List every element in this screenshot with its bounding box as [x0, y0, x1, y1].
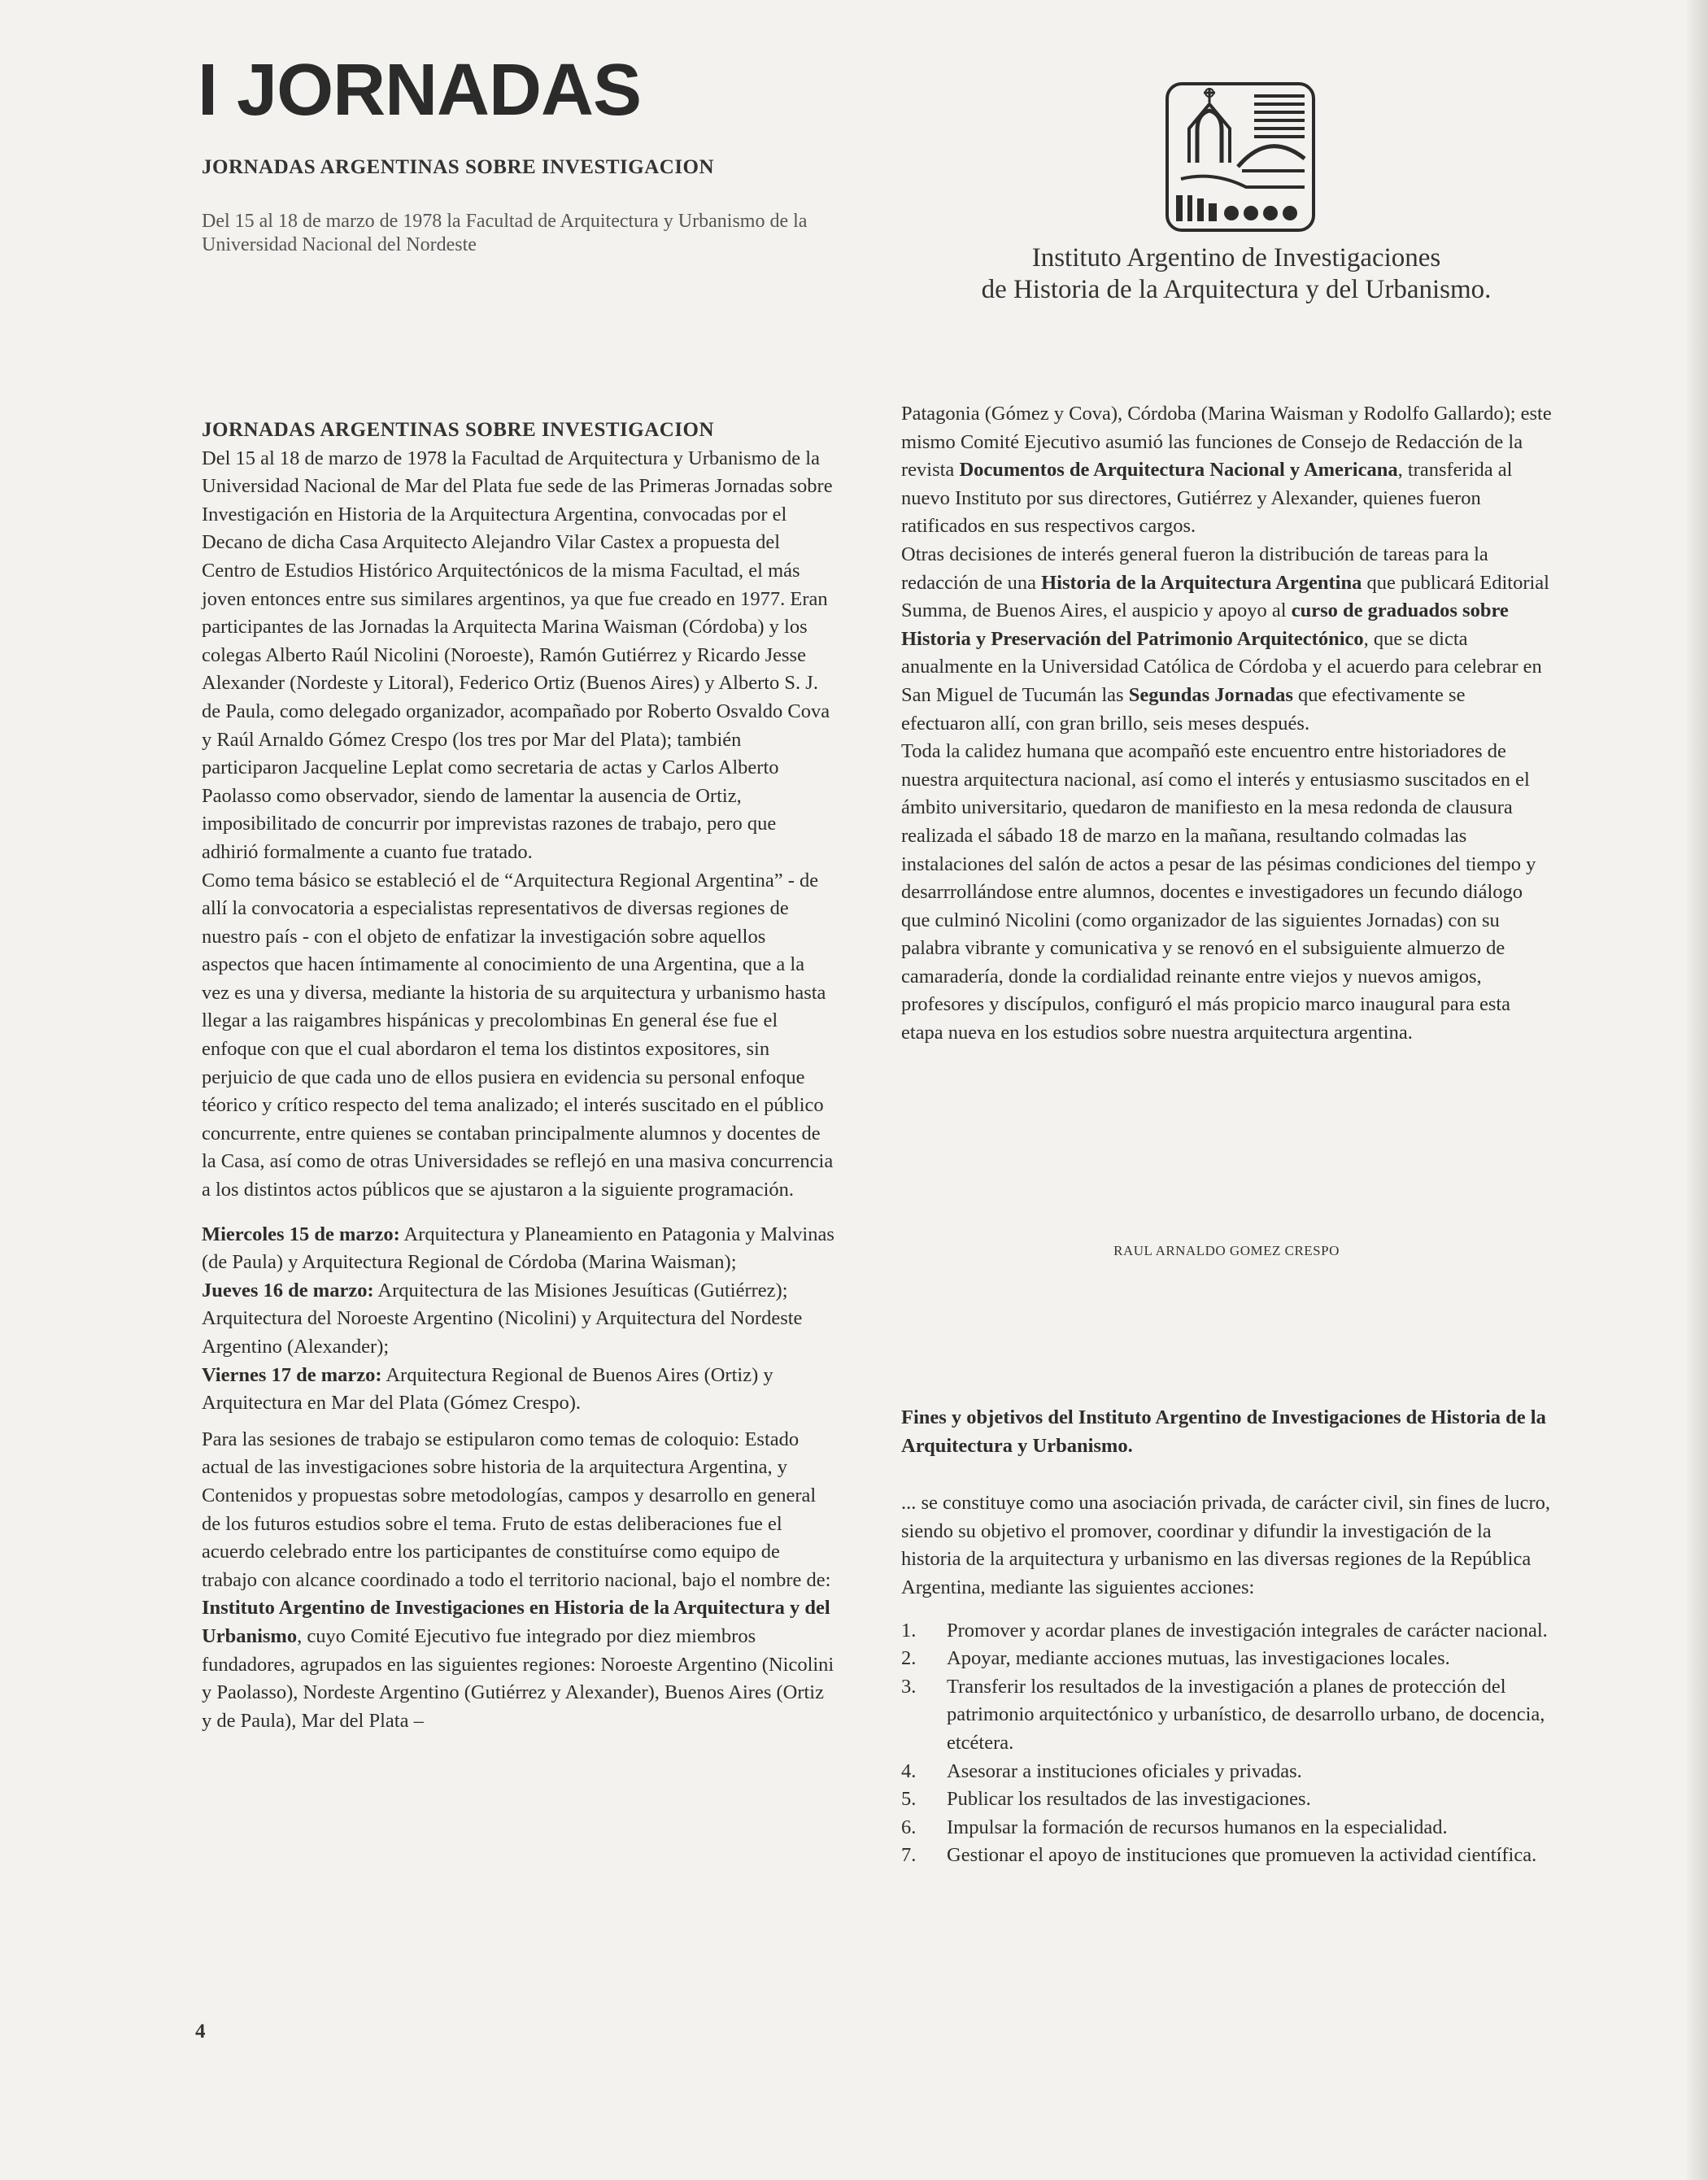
fines-section	[901, 1404, 1552, 1870]
schedule-day: Viernes 17 de marzo:	[202, 1363, 382, 1386]
paragraph-text: que publicará Editorial Summa, de Buenos Aires, el auspicio y apoyo al	[901, 571, 1549, 622]
paragraph-text: Para las sesiones de trabajo se estipularon como temas de coloquio: Estado actual de las investigaciones sobre historia de la arquitectura Argentina, y Contenidos y propuestas sobre metodologías, campos y desarrollo en general de los futuros estudios sobre el tema. Fruto de estas deliberaciones fue el acuerdo celebrado entre los participantes de constituírse como equipo de trabajo con alcance coordinado a todo el territorio nacional, bajo el nombre de:	[202, 1428, 831, 1591]
intro-text: Del 15 al 18 de marzo de 1978 la Facultad de Arquitectura y Urbanismo de la Universidad Nacional del Nordeste	[202, 211, 808, 255]
list-text: Impulsar la formación de recursos humanos en la especialidad.	[947, 1816, 1448, 1838]
objectives-list	[901, 1617, 1552, 1870]
paragraph-text: , cuyo Comité Ejecutivo fue integrado por diez miembros fundadores, agrupados en las siguientes regiones: Noroeste Argentino (Nicolini y Paolasso), Nordeste Argentino (Gutiérrez y Alexander), Buenos Aires (Ortiz y de Paula), Mar del Plata –	[202, 1624, 834, 1732]
list-number: 3.	[901, 1675, 917, 1698]
course-title: curso de graduados sobre Historia y Preservación del Patrimonio Arquitectónico	[901, 600, 1509, 650]
paragraph-text: que efectivamente se efectuaron allí, con gran brillo, seis meses después.	[901, 683, 1466, 735]
schedule-item	[202, 1277, 836, 1362]
schedule-text: Arquitectura de las Misiones Jesuíticas (Gutiérrez); Arquitectura del Noroeste Argentino (Nicolini) y Arquitectura del Nordeste Argentino (Alexander);	[202, 1279, 803, 1358]
list-number: 6.	[901, 1816, 917, 1838]
list-item	[901, 1814, 1552, 1842]
list-item	[901, 1645, 1552, 1673]
list-text: Publicar los resultados de las investigaciones.	[947, 1788, 1311, 1811]
paragraph-text: , transferida al nuevo Instituto por sus directores, Gutiérrez y Alexander, quienes fueron ratificados en sus respectivos cargos.	[901, 459, 1513, 538]
schedule-text: Arquitectura y Planeamiento en Patagonia y Malvinas (de Paula) y Arquitectura Regional de Córdoba (Marina Waisman);	[202, 1223, 834, 1274]
list-text: Promover y acordar planes de investigación integrales de carácter nacional.	[947, 1619, 1548, 1642]
paragraph-text: , que se dicta anualmente en la Universidad Católica de Córdoba y el acuerdo para celebrar en San Miguel de Tucumán las	[901, 627, 1542, 706]
page-title: I JORNADAS	[198, 50, 642, 131]
schedule-day: Miercoles 15 de marzo:	[202, 1223, 400, 1245]
list-item	[901, 1785, 1552, 1814]
list-item	[901, 1673, 1552, 1758]
list-number: 5.	[901, 1788, 917, 1811]
institute-name	[927, 242, 1545, 306]
book-title: Historia de la Arquitectura Argentina	[1041, 571, 1362, 594]
page-number: 4	[195, 2021, 206, 2043]
list-text: Gestionar el apoyo de instituciones que promueven la actividad científica.	[947, 1844, 1537, 1867]
event-title: Segundas Jornadas	[1128, 683, 1293, 706]
page-edge-shadow	[1687, 0, 1708, 2180]
paragraph-text: Patagonia (Gómez y Cova), Córdoba (Marina Waisman y Rodolfo Gallardo); este mismo Comité Ejecutivo asumió las funciones de Consejo de Redacción de la revista	[901, 403, 1552, 482]
schedule	[202, 1221, 836, 1418]
article-paragraph	[901, 541, 1552, 738]
list-number: 2.	[901, 1647, 917, 1670]
article-paragraph: Toda la calidez humana que acompañó este encuentro entre historiadores de nuestra arquitectura nacional, así como el interés y entusiasmo suscitados en el ámbito universitario, quedaron de manifiesto en la mesa redonda de clausura realizada el sábado 18 de marzo en la mañana, resultando colmadas las instalaciones del salón de actos a pesar de las pésimas condiciones del tiempo y desarrrollándose entre alumnos, docentes e investigadores un fecundo diálogo que culminó Nicolini (como organizador de las siguientes Jornadas) con su palabra vibrante y comunicativa y se renovó en el subsiguiente almuerzo de camaradería, donde la cordialidad reinante entre viejos y nuevos amigos, profesores y discípulos, configuró el más propicio marco inaugural para esta etapa nueva en los estudios sobre nuestra arquitectura argentina.	[901, 740, 1536, 1044]
list-text: Asesorar a instituciones oficiales y privadas.	[947, 1759, 1302, 1782]
institute-name-line2: de Historia de la Arquitectura y del Urbanismo.	[981, 275, 1492, 304]
fines-intro: ... se constituye como una asociación privada, de carácter civil, sin fines de lucro, siendo su objetivo el promover, coordinar y difundir la investigación de la historia de la arquitectura y urbanismo en las diversas regiones de la República Argentina, mediante las siguientes acciones:	[901, 1492, 1550, 1598]
institute-name-emphasis: Instituto Argentino de Investigaciones en Historia de la Arquitectura y del Urbanismo	[202, 1597, 830, 1647]
list-text: Apoyar, mediante acciones mutuas, las investigaciones locales.	[947, 1647, 1450, 1670]
schedule-text: Arquitectura Regional de Buenos Aires (Ortiz) y Arquitectura en Mar del Plata (Gómez Crespo).	[202, 1363, 773, 1415]
journal-title: Documentos de Arquitectura Nacional y Americana	[959, 459, 1398, 482]
article-paragraph: Como tema básico se estableció el de “Arquitectura Regional Argentina” - de allí la convocatoria a especialistas representativos de diversas regiones de nuestro país - con el objeto de enfatizar la investigación sobre aquellos aspectos que hacen íntimamente al conocimiento de una Argentina, que a la vez es una y diversa, mediante la historia de su arquitectura y urbanismo hasta llegar a las raigambres hispánicas y precolombinas En general ése fue el enfoque con que el cual abordaron el tema los distintos expositores, sin perjuicio de que cada uno de ellos pusiera en evidencia su personal enfoque téorico y crítico respecto del tema analizado; el interés suscitado en el público concurrente, entre quienes se contaban principalmente alumnos y docentes de la Casa, así como de otras Universidades se reflejó en una masiva concurrencia a los distintos actos públicos que se ajustaron a la siguiente programación.	[202, 869, 834, 1201]
list-item	[901, 1758, 1552, 1786]
institute-logo	[1165, 81, 1316, 233]
article-left-column	[202, 416, 836, 1735]
list-number: 1.	[901, 1619, 917, 1642]
list-number: 7.	[901, 1844, 917, 1867]
article-heading: JORNADAS ARGENTINAS SOBRE INVESTIGACION	[202, 419, 715, 441]
sessions-paragraph	[202, 1426, 836, 1736]
intro-subtitle: JORNADAS ARGENTINAS SOBRE INVESTIGACION	[202, 156, 715, 178]
schedule-day: Jueves 16 de marzo:	[202, 1279, 374, 1301]
institute-name-line1: Instituto Argentino de Investigaciones	[1031, 243, 1441, 272]
list-item	[901, 1617, 1552, 1646]
paragraph-text: Otras decisiones de interés general fueron la distribución de tareas para la redacción de una	[901, 543, 1488, 594]
list-number: 4.	[901, 1759, 917, 1782]
fines-heading: Fines y objetivos del Instituto Argentino de Investigaciones de Historia de la Arquitectura y Urbanismo.	[901, 1406, 1546, 1457]
list-text: Transferir los resultados de la investigación a planes de protección del patrimonio arquitectónico y urbanístico, de desarrollo urbano, de docencia, etcétera.	[947, 1675, 1545, 1754]
article-paragraph	[901, 400, 1552, 541]
schedule-item	[202, 1221, 836, 1277]
list-item	[901, 1842, 1552, 1870]
author-signature: RAUL ARNALDO GOMEZ CRESPO	[1113, 1243, 1340, 1258]
article-right-column	[901, 400, 1552, 1048]
schedule-item	[202, 1362, 836, 1418]
article-paragraph: Del 15 al 18 de marzo de 1978 la Facultad de Arquitectura y Urbanismo de la Universidad Nacional de Mar del Plata fue sede de las Primeras Jornadas sobre Investigación en Historia de la Arquitectura Argentina, convocadas por el Decano de dicha Casa Arquitecto Alejandro Vilar Castex a propuesta del Centro de Estudios Histórico Arquitectónicos de la misma Facultad, el más joven entonces entre sus similares argentinos, ya que fue creado en 1977. Eran participantes de las Jornadas la Arquitecta Marina Waisman (Córdoba) y los colegas Alberto Raúl Nicolini (Noroeste), Ramón Gutiérrez y Ricardo Jesse Alexander (Nordeste y Litoral), Federico Ortiz (Buenos Aires) y Alberto S. J. de Paula, como delegado organizador, acompañado por Roberto Osvaldo Cova y Raúl Arnaldo Gómez Crespo (los tres por Mar del Plata); también participaron Jacqueline Leplat como secretaria de actas y Carlos Alberto Paolasso como observador, siendo de lamentar la ausencia de Ortiz, imposibilitado de concurrir por imprevistas razones de trabajo, pero que adhirió formalmente a cuanto fue tratado.	[202, 447, 833, 863]
